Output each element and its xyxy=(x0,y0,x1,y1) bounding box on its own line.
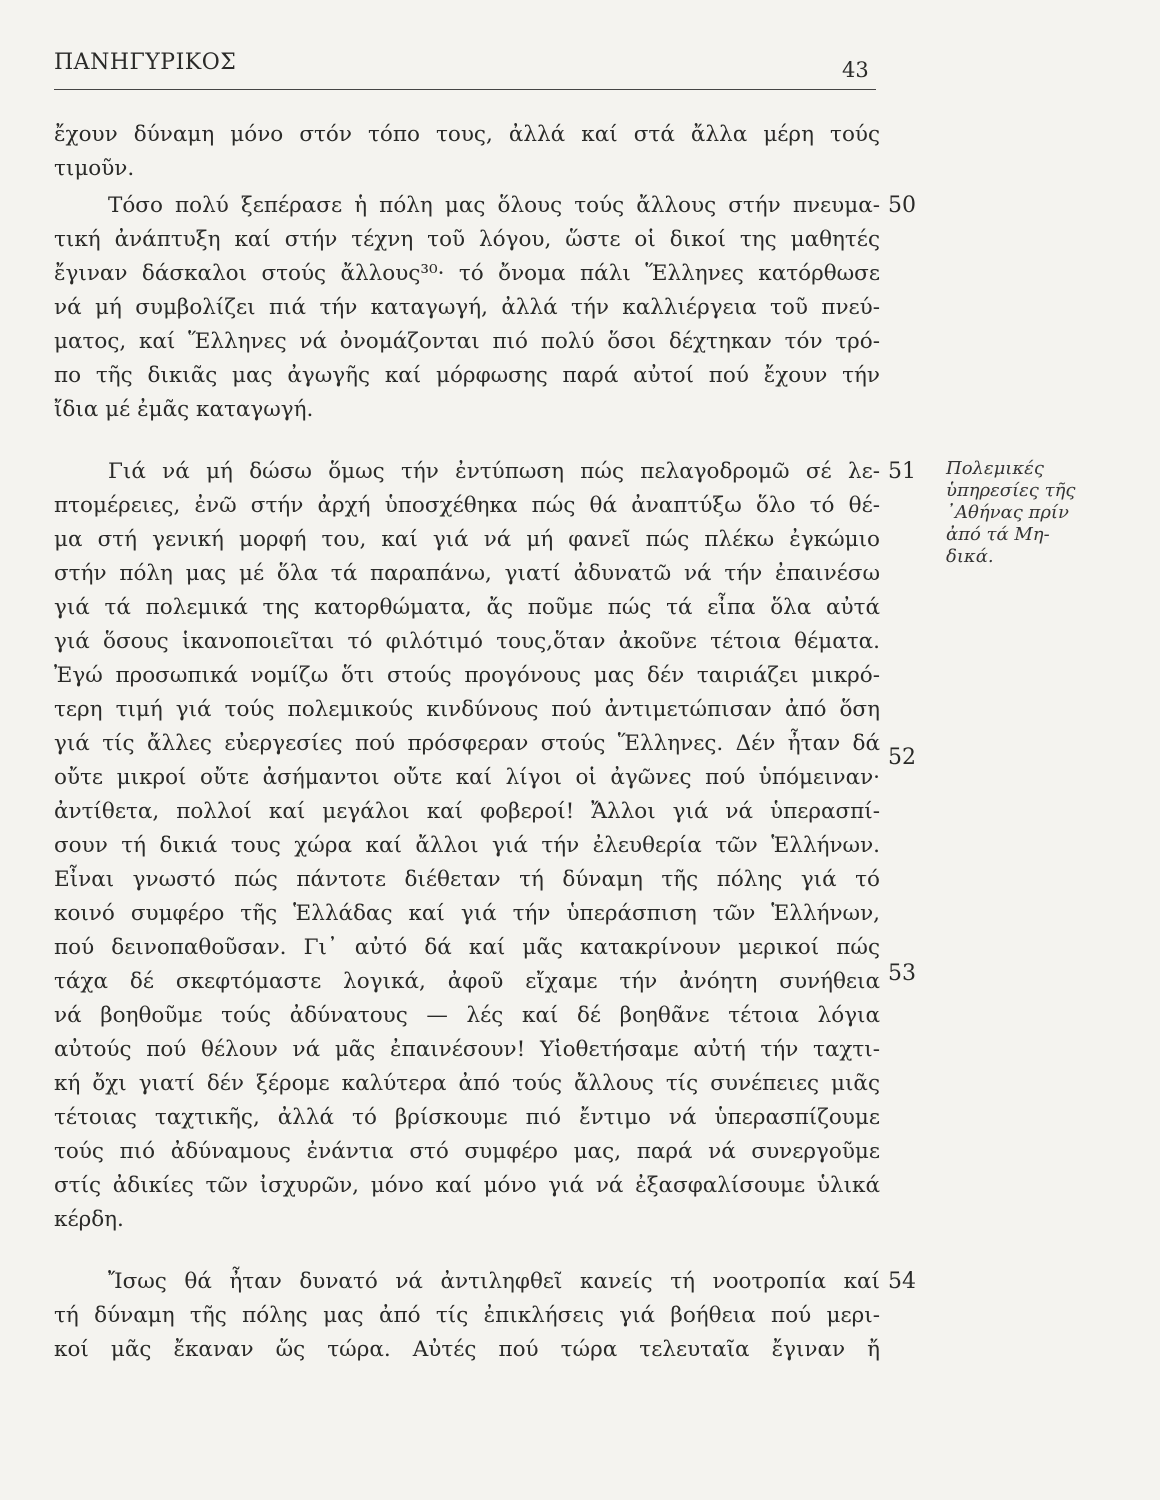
text-line: τερη τιμή γιά τούς πολεμικούς κινδύνους πού ἀντιμετώπισαν ἀπό ὅση xyxy=(54,697,880,722)
margin-note xyxy=(946,458,1106,568)
text-line: Ἴσως θά ἦταν δυνατό νά ἀντιληφθεῖ κανείς τή νοοτροπία καί xyxy=(108,1269,880,1294)
page-number: 43 xyxy=(842,58,869,82)
header-rule xyxy=(54,89,876,90)
text-line: οὔτε μικροί οὔτε ἀσήμαντοι οὔτε καί λίγοι οἱ ἀγῶνες πού ὑπόμειναν· xyxy=(54,765,880,790)
margin-note-line: ἀπό τά Μη- xyxy=(946,524,1050,545)
text-line: τή δύναμη τῆς πόλης μας ἀπό τίς ἐπικλήσεις γιά βοήθεια πού μερι- xyxy=(54,1303,880,1328)
text-line: μα στή γενική μορφή του, καί γιά νά μή φανεῖ πώς πλέκω ἐγκώμιο xyxy=(54,527,880,552)
text-line: κή ὄχι γιατί δέν ξέρομε καλύτερα ἀπό τούς ἄλλους τίς συνέπειες μιᾶς xyxy=(54,1071,880,1096)
text-line: γιά τίς ἄλλες εὐεργεσίες πού πρόσφεραν στούς Ἕλληνες. Δέν ἦταν δά xyxy=(54,731,880,756)
text-line: ματος, καί Ἕλληνες νά ὀνομάζονται πιό πολύ ὅσοι δέχτηκαν τόν τρό- xyxy=(54,329,880,354)
text-line: πτομέρειες, ἐνῶ στήν ἀρχή ὑποσχέθηκα πώς θά ἀναπτύξω ὅλο τό θέ- xyxy=(54,493,880,518)
text-line: νά μή συμβολίζει πιά τήν καταγωγή, ἀλλά τήν καλλιέργεια τοῦ πνεύ- xyxy=(54,295,880,320)
text-line: σουν τή δικιά τους χώρα καί ἄλλοι γιά τήν ἐλευθερία τῶν Ἑλλήνων. xyxy=(54,833,880,858)
paragraph-number: 52 xyxy=(888,745,916,770)
text-line: τιμοῦν. xyxy=(54,156,135,181)
text-line: γιά τά πολεμικά της κατορθώματα, ἄς ποῦμε πώς τά εἶπα ὅλα αὐτά xyxy=(54,595,880,620)
text-line: κέρδη. xyxy=(54,1207,124,1232)
margin-note-line: δικά. xyxy=(946,546,994,567)
text-line: Εἶναι γνωστό πώς πάντοτε διέθεταν τή δύναμη τῆς πόλης γιά τό xyxy=(54,867,880,892)
text-line: πο τῆς δικιᾶς μας ἀγωγῆς καί μόρφωσης παρά αὐτοί πού ἔχουν τήν xyxy=(54,363,880,388)
text-line: κοινό συμφέρο τῆς Ἑλλάδας καί γιά τήν ὑπεράσπιση τῶν Ἑλλήνων, xyxy=(54,901,880,926)
text-line: ἀντίθετα, πολλοί καί μεγάλοι καί φοβεροί! Ἄλλοι γιά νά ὑπερασπί- xyxy=(54,799,880,824)
paragraph-number: 51 xyxy=(888,459,916,484)
paragraph-number: 53 xyxy=(888,961,916,986)
text-line: Ἐγώ προσωπικά νομίζω ὅτι στούς προγόνους μας δέν ταιριάζει μικρό- xyxy=(54,663,880,688)
margin-note-line: ᾿Αθήνας πρίν xyxy=(946,502,1069,523)
paragraph-number: 54 xyxy=(888,1269,916,1294)
text-line: ἴδια μέ ἐμᾶς καταγωγή. xyxy=(54,397,314,422)
text-line: ἔγιναν δάσκαλοι στούς ἄλλους³⁰· τό ὄνομα πάλι Ἕλληνες κατόρθωσε xyxy=(54,261,880,286)
running-title: ΠΑΝΗΓΥΡΙΚΟΣ xyxy=(54,50,237,75)
text-line: τική ἀνάπτυξη καί στήν τέχνη τοῦ λόγου, ὥστε οἱ δικοί της μαθητές xyxy=(54,227,880,252)
text-line: τάχα δέ σκεφτόμαστε λογικά, ἀφοῦ εἴχαμε τήν ἀνόητη συνήθεια xyxy=(54,969,880,994)
text-line: γιά ὅσους ἱκανοποιεῖται τό φιλότιμό τους,ὅταν ἀκοῦνε τέτοια θέματα. xyxy=(54,629,880,654)
text-line: Γιά νά μή δώσω ὅμως τήν ἐντύπωση πώς πελαγοδρομῶ σέ λε- xyxy=(108,459,880,484)
paragraph-number: 50 xyxy=(888,193,916,218)
text-line: κοί μᾶς ἔκαναν ὥς τώρα. Αὐτές πού τώρα τελευταῖα ἔγιναν ἤ xyxy=(54,1337,880,1362)
text-line: πού δεινοπαθοῦσαν. Γι᾿ αὐτό δά καί μᾶς κατακρίνουν μερικοί πώς xyxy=(54,935,880,960)
text-line: ἔχουν δύναμη μόνο στόν τόπο τους, ἀλλά καί στά ἄλλα μέρη τούς xyxy=(54,122,880,147)
text-line: στήν πόλη μας μέ ὅλα τά παραπάνω, γιατί ἀδυνατῶ νά τήν ἐπαινέσω xyxy=(54,561,880,586)
text-line: τούς πιό ἀδύναμους ἐνάντια στό συμφέρο μας, παρά νά συνεργοῦμε xyxy=(54,1139,880,1164)
margin-note-line: Πολεμικές xyxy=(946,458,1044,479)
text-line: αὐτούς πού θέλουν νά μᾶς ἐπαινέσουν! Υἱοθετήσαμε αὐτή τήν ταχτι- xyxy=(54,1037,880,1062)
text-line: Τόσο πολύ ξεπέρασε ἡ πόλη μας ὅλους τούς ἄλλους στήν πνευμα- xyxy=(108,193,880,218)
text-line: τέτοιας ταχτικῆς, ἀλλά τό βρίσκουμε πιό ἔντιμο νά ὑπερασπίζουμε xyxy=(54,1105,880,1130)
text-line: στίς ἀδικίες τῶν ἰσχυρῶν, μόνο καί μόνο γιά νά ἐξασφαλίσουμε ὑλικά xyxy=(54,1173,880,1198)
text-line: νά βοηθοῦμε τούς ἀδύνατους — λές καί δέ βοηθᾶνε τέτοια λόγια xyxy=(54,1003,880,1028)
margin-note-line: ὑπηρεσίες τῆς xyxy=(946,480,1076,501)
